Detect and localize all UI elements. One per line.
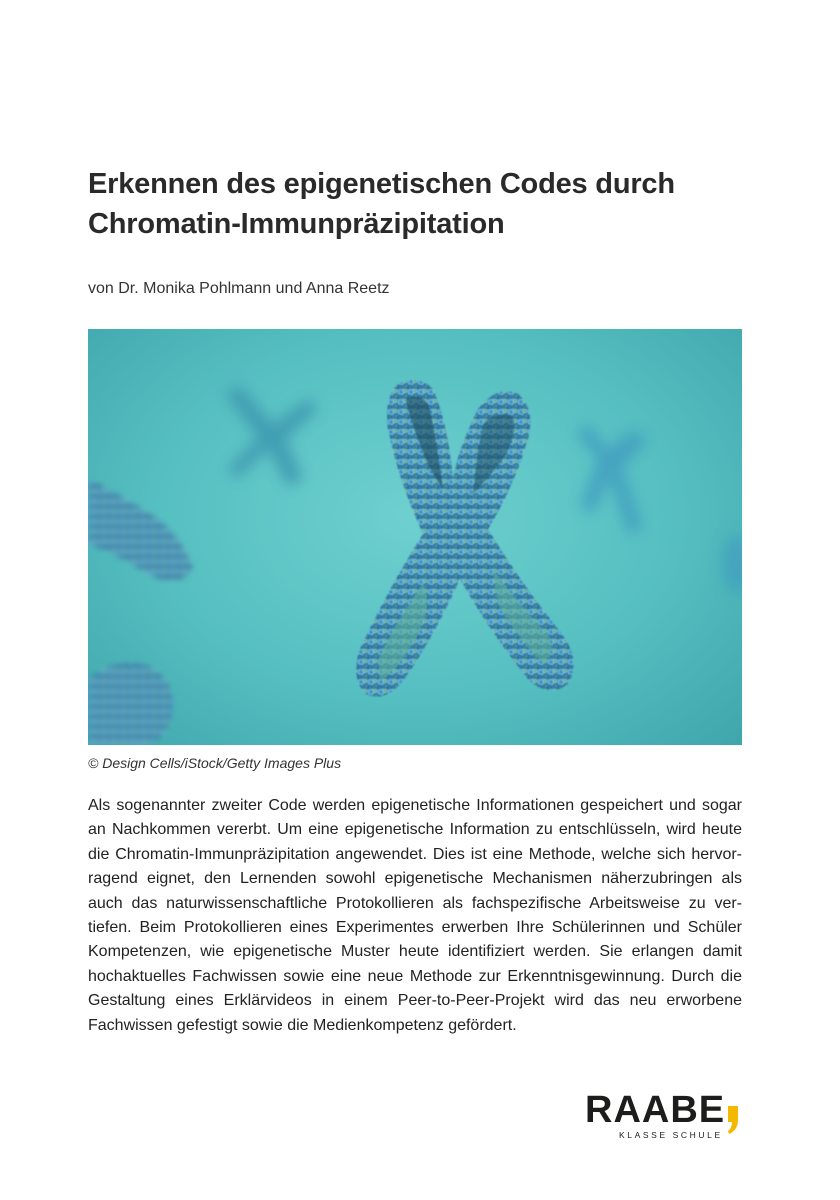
logo-wordmark: RAABE <box>585 1089 726 1131</box>
author-line: von Dr. Monika Pohlmann und Anna Reetz <box>88 280 390 297</box>
logo-comma-icon <box>727 1106 739 1134</box>
chromosome-photo <box>88 329 742 745</box>
main-chromosome <box>356 380 573 697</box>
background-chromosome <box>88 663 173 745</box>
background-chromosome <box>88 479 193 580</box>
background-chromosome <box>576 424 648 534</box>
raabe-logo <box>585 1090 745 1142</box>
logo-tagline: KLASSE SCHULE <box>619 1130 723 1140</box>
chromosome-illustration <box>88 329 742 745</box>
intro-paragraph: Als sogenannter zweiter Code werden epigenetische Informationen gespeichert und sogar an Nachkommen vererbt. Um eine epigenetische Information zu entschlüsseln, wird heute die Chromatin-Immunpräzipitation angewendet. Dies ist eine Methode, welche sich hervorragend eignet, den Lernenden sowohl epigenetische Mechanismen näherzubringen als auch das naturwissenschaftliche Protokollieren als fachspezifische Arbeitsweise zu vertiefen. Beim Protokollieren eines Experimentes erwerben Ihre Schülerinnen und Schüler Kompetenzen, wie epigenetische Muster heute identifiziert werden. Sie erlangen damit hochaktuelles Fachwissen sowie eine neue Methode zur Erkenntnisgewinnung. Durch die Gestaltung eines Erklärvideos in einem Peer-to-Peer-Projekt wird das neu erworbene Fachwissen gefestigt sowie die Medienkompetenz gefördert. <box>88 797 742 1034</box>
image-credit: © Design Cells/iStock/Getty Images Plus <box>88 755 342 771</box>
background-chromosome <box>722 534 742 594</box>
document-title: Erkennen des epigenetischen Codes durch Chromatin-Immunpräzipitation <box>88 168 675 240</box>
background-chromosome <box>226 384 318 487</box>
